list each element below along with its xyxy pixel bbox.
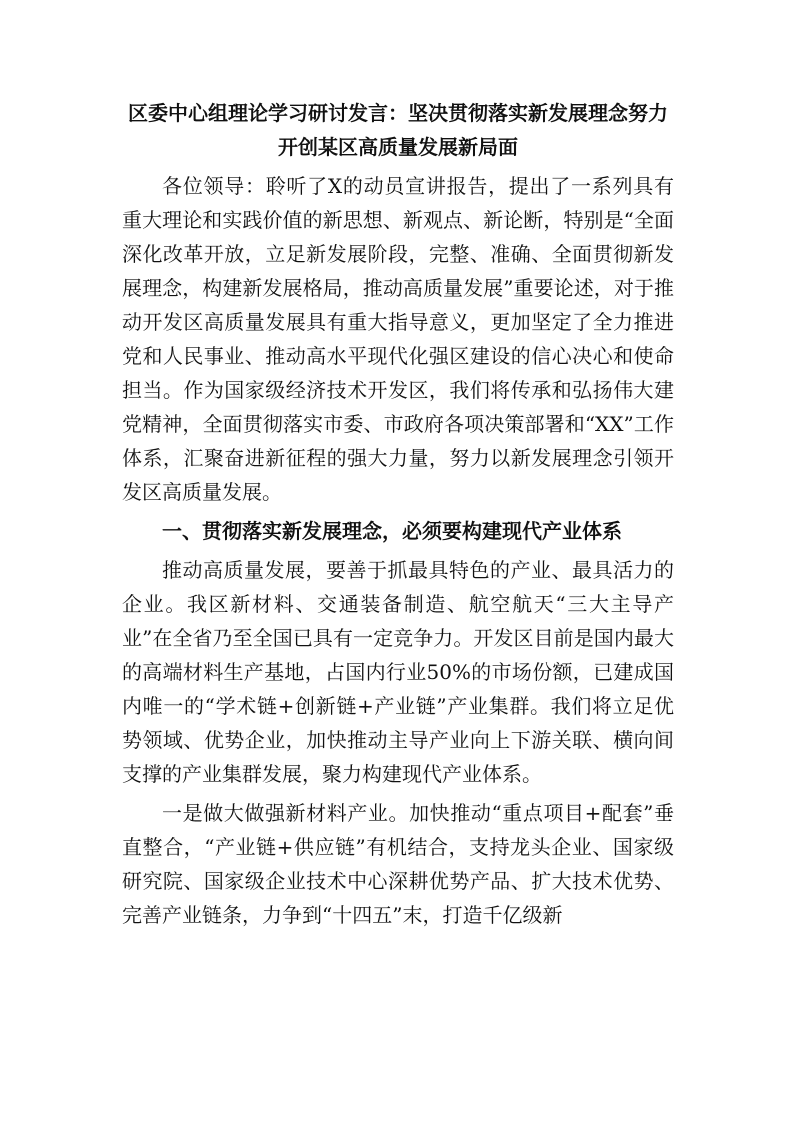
opening-paragraph: 各位领导：聆听了X的动员宣讲报告，提出了一系列具有重大理论和实践价值的新思想、新观点、新论断，特别是“全面深化改革开放，立足新发展阶段，完整、准确、全面贯彻新发展理念，构建新发展格局，推动高质量发展”重要论述，对于推动开发区高质量发展具有重大指导意义，更加坚定了全力推进党和人民事业、推动高水平现代化强区建设的信心决心和使命担当。作为国家级经济技术开发区，我们将传承和弘扬伟大建党精神，全面贯彻落实市委、市政府各项决策部署和“XX”工作体系，汇聚奋进新征程的强大力量，努力以新发展理念引领开发区高质量发展。 xyxy=(122,174,674,504)
section-paragraph-1: 推动高质量发展，要善于抓最具特色的产业、最具活力的企业。我区新材料、交通装备制造、航空航天“三大主导产业”在全省乃至全国已具有一定竞争力。开发区目前是国内最大的高端材料生产基地，占国内行业50%的市场份额，已建成国内唯一的“学术链+创新链+产业链”产业集群。我们将立足优势领域、优势企业，加快推动主导产业向上下游关联、横向间支撑的产业集群发展，聚力构建现代产业体系。 xyxy=(122,558,674,786)
document-page xyxy=(122,96,674,932)
section-heading: 一、贯彻落实新发展理念，必须要构建现代产业体系 xyxy=(162,519,622,543)
section-paragraph-2: 一是做大做强新材料产业。加快推动“重点项目+配套”垂直整合，“产业链+供应链”有机结合，支持龙头企业、国家级研究院、国家级企业技术中心深耕优势产品、扩大技术优势、完善产业链条，力争到“十四五”末，打造千亿级新 xyxy=(122,801,674,927)
document-title: 区委中心组理论学习研讨发言：坚决贯彻落实新发展理念努力开创某区高质量发展新局面 xyxy=(128,101,668,159)
